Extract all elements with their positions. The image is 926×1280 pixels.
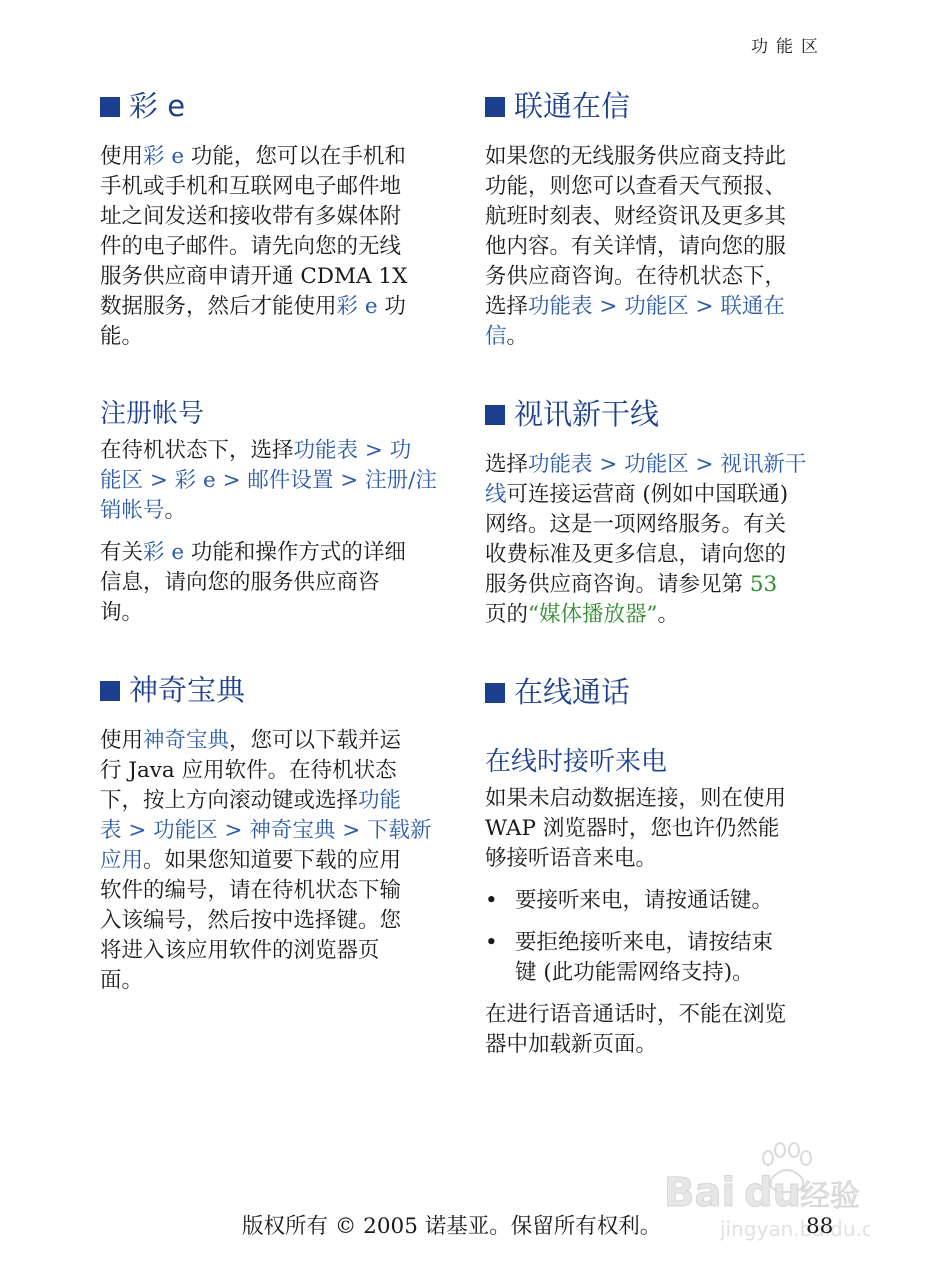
baidu-jingyan-watermark [660,1128,870,1244]
video-line-paragraph: 选择功能表 > 功能区 > 视讯新干 线可连接运营商 (例如中国联通) 网络。这是一项网络服务。有关 收费标准及更多信息，请向您的 服务供应商咨询。请参见第 53 页的“媒体播放器”。 [485,452,807,627]
unicom-info-paragraph: 如果您的无线服务供应商支持此 功能，则您可以查看天气预报、 航班时刻表、财经资讯及更多其 他内容。有关详情，请向您的服 务供应商咨询。在待机状态下， 选择功能表 > 功能区 > 联通在 信。 [485,144,787,349]
online-call-paragraph: 如果未启动数据连接，则在使用 WAP 浏览器时，您也许仍然能 够接听语音来电。 [485,786,787,871]
menu-path-link[interactable]: 功能 [358,788,402,813]
menu-path-link[interactable]: 销帐号 [100,498,165,523]
menu-path-link[interactable]: 功能表 > 功 [293,438,412,463]
square-bullet-icon [485,405,505,425]
menu-path-link[interactable]: 线 [485,482,507,507]
bullet-item-reject: • 要拒绝接听来电，请按结束 键 (此功能需网络支持)。 [485,928,830,988]
menu-path-link[interactable]: 应用 [100,848,144,873]
page-number: 88 [806,1214,834,1239]
svg-text:du: du [744,1170,802,1216]
right-column [485,86,830,1060]
caie-link[interactable]: 彩 e [143,540,185,565]
svg-text:经验: 经验 [800,1179,860,1214]
svg-text:Bai: Bai [664,1170,736,1216]
menu-path-link[interactable]: 表 > 功能区 > 神奇宝典 > 下载新 [100,818,432,843]
media-player-link[interactable]: “媒体播放器” [528,602,658,627]
bullet-icon: • [485,930,498,955]
menu-path-link[interactable]: 能区 > 彩 e > 邮件设置 > 注册/注 [100,468,437,493]
bullet-item-answer: • 要接听来电，请按通话键。 [485,886,830,916]
magic-guide-link[interactable]: 神奇宝典 [143,728,230,753]
register-paragraph: 在待机状态下，选择功能表 > 功 能区 > 彩 e > 邮件设置 > 注册/注 销帐号。 [100,438,437,523]
paw-logo-icon [660,1128,870,1244]
section-heading-magic-guide: 神奇宝典 [100,670,445,714]
caie-paragraph: 使用彩 e 功能，您可以在手机和 手机或手机和互联网电子邮件地 址之间发送和接收带有多媒体附 件的电子邮件。请先向您的无线 服务供应商申请开通 CDMA 1X 数据服务，然后才能使用彩 e 功 能。 [100,144,408,349]
running-head: 功能区 [751,37,826,57]
square-bullet-icon [485,97,505,117]
caie-link[interactable]: 彩 e [143,144,185,169]
subheading-register-account: 注册帐号 [100,399,205,429]
magic-guide-paragraph: 使用神奇宝典，您可以下载并运 行 Java 应用软件。在待机状态 下，按上方向滚动键或选择功能 表 > 功能区 > 神奇宝典 > 下载新 应用。如果您知道要下载的应用 软件的编号，请在待机状态下输 入该编号，然后按中选择键。您 将进入该应用软件的浏览器页 面。 [100,728,432,993]
square-bullet-icon [100,681,120,701]
caie-info-paragraph: 有关彩 e 功能和操作方式的详细 信息，请向您的服务供应商咨 询。 [100,540,406,625]
square-bullet-icon [485,683,505,703]
copyright-footer: 版权所有 © 2005 诺基亚。保留所有权利。 [242,1214,662,1239]
bullet-icon: • [485,888,498,913]
section-heading-video-line: 视讯新干线 [485,394,830,438]
caie-link[interactable]: 彩 e [336,294,378,319]
left-column [100,86,445,996]
menu-path-link[interactable]: 功能表 > 功能区 > 视讯新干 [528,452,807,477]
svg-text:jingyan.baidu.com: jingyan.baidu.c [720,1217,870,1241]
menu-path-link[interactable]: 功能表 > 功能区 > 联通在 [528,294,785,319]
square-bullet-icon [100,97,120,117]
page-ref-link[interactable]: 53 [749,572,778,597]
subheading-answer-calls-online: 在线时接听来电 [485,747,668,777]
online-call-note: 在进行语音通话时，不能在浏览 器中加载新页面。 [485,1002,787,1057]
section-heading-unicom-info: 联通在信 [485,86,830,130]
menu-path-link[interactable]: 信 [485,324,507,349]
section-heading-caie: 彩 e [100,86,445,130]
section-heading-online-call: 在线通话 [485,672,830,716]
